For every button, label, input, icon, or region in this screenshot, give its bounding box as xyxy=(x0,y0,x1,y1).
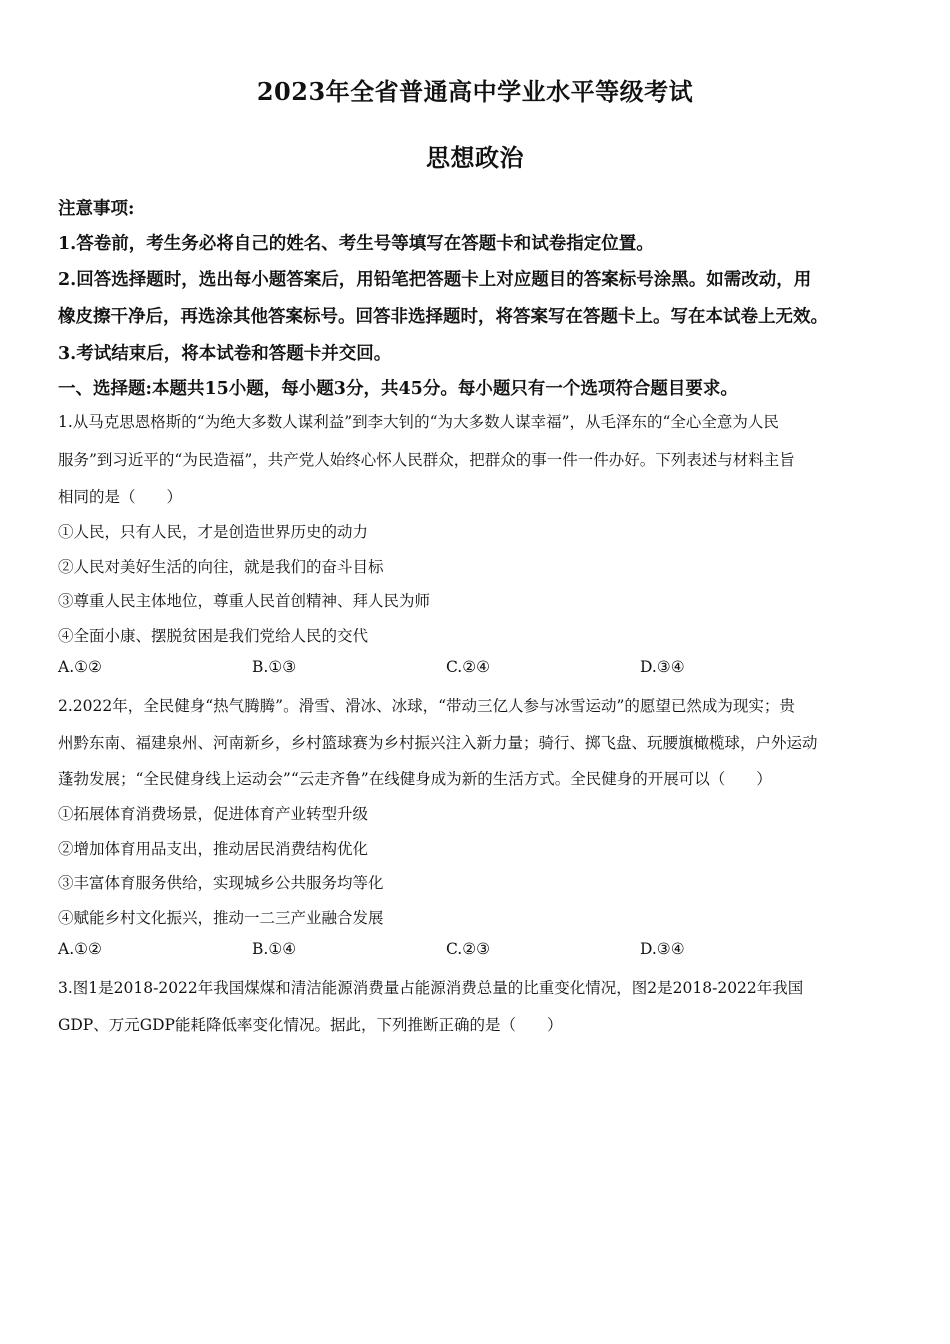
q1-statement-3: ③尊重人民主体地位，尊重人民首创精神、拜人民为师 xyxy=(58,592,431,610)
q1-option-b: B.①③ xyxy=(252,658,297,676)
q2-stem-line-2: 州黔东南、福建泉州、河南新乡，乡村篮球赛为乡村振兴注入新力量；骑行、掷飞盘、玩腰旗橄榄球，户外运动 xyxy=(58,734,818,752)
q1-stem-line-2: 服务”到习近平的“为民造福”，共产党人始终心怀人民群众，把群众的事一件一件办好。下列表述与材料主旨 xyxy=(58,451,795,469)
q1-statement-2: ②人民对美好生活的向往，就是我们的奋斗目标 xyxy=(58,558,384,576)
q1-option-d: D.③④ xyxy=(640,658,685,676)
notice-item-3: 3.考试结束后，将本试卷和答题卡并交回。 xyxy=(58,344,392,364)
q2-option-b: B.①④ xyxy=(252,940,297,958)
q1-statement-1: ①人民，只有人民，才是创造世界历史的动力 xyxy=(58,523,369,541)
q2-stem-line-3: 蓬勃发展；“全民健身线上运动会”“云走齐鲁”在线健身成为新的生活方式。全民健身的开展可以（ ） xyxy=(58,770,772,788)
q2-stem-line-1: 2.2022年，全民健身“热气腾腾”。滑雪、滑冰、冰球，“带动三亿人参与冰雪运动”的愿望已然成为现实；贵 xyxy=(58,697,795,715)
q2-statement-4: ④赋能乡村文化振兴，推动一二三产业融合发展 xyxy=(58,909,384,927)
subject-title: 思想政治 xyxy=(426,143,524,172)
q2-statement-3: ③丰富体育服务供给，实现城乡公共服务均等化 xyxy=(58,874,384,892)
exam-title: 2023年全省普通高中学业水平等级考试 xyxy=(256,77,694,106)
q2-statement-2: ②增加体育用品支出，推动居民消费结构优化 xyxy=(58,840,369,858)
q2-option-d: D.③④ xyxy=(640,940,685,958)
notice-item-1: 1.答卷前，考生务必将自己的姓名、考生号等填写在答题卡和试卷指定位置。 xyxy=(58,234,654,254)
q2-statement-1: ①拓展体育消费场景，促进体育产业转型升级 xyxy=(58,805,369,823)
q1-stem-line-3: 相同的是（ ） xyxy=(58,488,183,506)
notice-heading: 注意事项: xyxy=(58,199,135,219)
q1-stem-line-1: 1.从马克思恩格斯的“为绝大多数人谋利益”到李大钊的“为大多数人谋幸福”，从毛泽东的“全心全意为人民 xyxy=(58,413,779,431)
q2-option-a: A.①② xyxy=(58,940,102,958)
notice-item-2-line-1: 2.回答选择题时，选出每小题答案后，用铅笔把答题卡上对应题目的答案标号涂黑。如需改动，用 xyxy=(58,270,812,290)
q1-option-a: A.①② xyxy=(58,658,102,676)
section-1-heading: 一、选择题:本题共15小题，每小题3分，共45分。每小题只有一个选项符合题目要求。 xyxy=(58,379,738,399)
q1-statement-4: ④全面小康、摆脱贫困是我们党给人民的交代 xyxy=(58,627,369,645)
q3-stem-line-1: 3.图1是2018-2022年我国煤煤和清洁能源消费量占能源消费总量的比重变化情况，图2是2018-2022年我国 xyxy=(58,979,804,997)
q1-option-c: C.②④ xyxy=(446,658,491,676)
notice-item-2-line-2: 橡皮擦干净后，再选涂其他答案标号。回答非选择题时，将答案写在答题卡上。写在本试卷上无效。 xyxy=(58,307,828,327)
q2-option-c: C.②③ xyxy=(446,940,491,958)
q3-stem-line-2: GDP、万元GDP能耗降低率变化情况。据此，下列推断正确的是（ ） xyxy=(58,1016,563,1034)
